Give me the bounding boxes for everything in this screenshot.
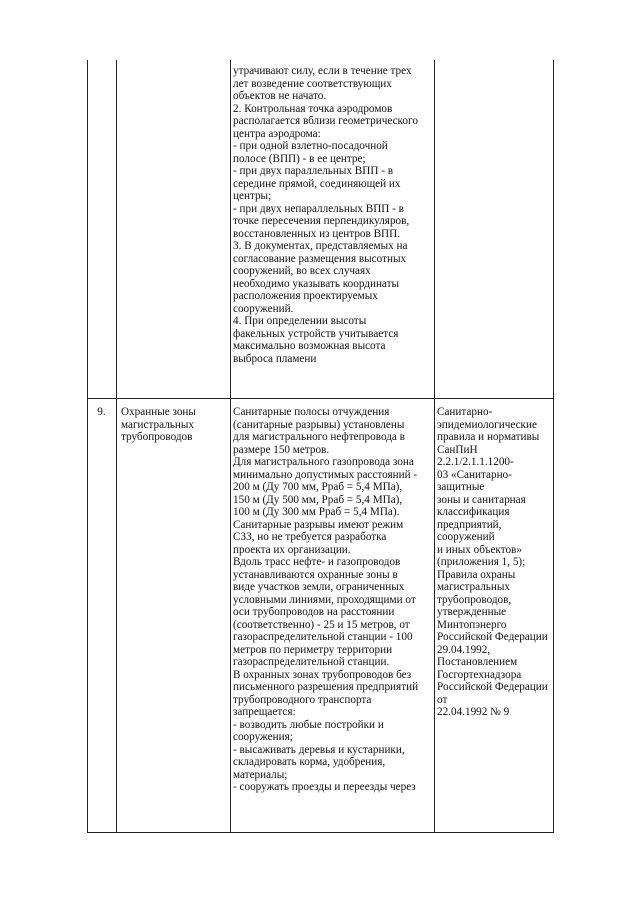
row9-number-cell: 9. bbox=[97, 406, 106, 418]
table-border-col1 bbox=[116, 60, 117, 833]
table-border-right bbox=[553, 60, 554, 833]
row-divider bbox=[87, 398, 554, 399]
row9-requirements-cell: Санитарные полосы отчуждения (санитарные разрывы) установлены для магистрального нефтепровода в размере 150 метров. Для магистрального газопровода зона минимально допустимых расстояний - 200 м (Ду 700 мм, Рраб = 5,4 МПа), 150 м (Ду 500 мм, Рраб = 5,4 МПа), 100 м (Ду 300 мм Рраб = 5,4 МПа). Санитарные разрывы имеют режим СЗЗ, но не требуется разработка проекта их организации. Вдоль трасс нефте- и газопроводов устанавливаются охранные зоны в виде участков земли, ограниченных условными линиями, проходящими от оси трубопроводов на расстоянии (соответственно) - 25 и 15 метров, от газораспределительной станции - 100 метров по периметру территории газораспределительной станции. В охранных зонах трубопроводов без письменного разрешения предприятий трубопроводного транспорта запрещается: - возводить любые постройки и сооружения; - высаживать деревья и кустарники, складировать корма, удобрения, материалы; - сооружать проезды и переезды через bbox=[233, 406, 419, 793]
row8-requirements-cell: утрачивают силу, если в течение трех лет возведение соответствующих объектов не начато. 2. Контрольная точка аэродромов располагается вблизи геометрического центра аэродрома: - при одной взлетно-посадочной полосе (ВПП) - в ее центре; - при двух параллельных ВПП - в середине прямой, соединяющей их центры; - при двух непараллельных ВПП - в точке пересечения перпендикуляров, восстановленных из центров ВПП. 3. В документах, представляемых на согласование размещения высотных сооружений, во всех случаях необходимо указывать координаты расположения проектируемых сооружений. 4. При определении высоты факельных устройств учитывается максимально возможная высота выброса пламени bbox=[233, 65, 418, 365]
table-border-bottom bbox=[87, 832, 554, 833]
row9-legal-basis-cell: Санитарно- эпидемиологические правила и нормативы СанПиН 2.2.1/2.1.1.1200- 03 «Санитарно-защитные зоны и санитарная классификация предприятий, сооружений и иных объектов» (приложения 1, 5); Правила охраны магистральных трубопроводов, утвержденные Минтопэнерго Российской Федерации 29.04.1992, Постановлением Госгортехнадзора Российской Федерации от 22.04.1992 № 9 bbox=[437, 406, 548, 718]
table-border-left bbox=[87, 60, 88, 833]
document-table bbox=[87, 60, 554, 833]
row9-zone-name-cell: Охранные зоны магистральных трубопроводов bbox=[121, 406, 196, 443]
